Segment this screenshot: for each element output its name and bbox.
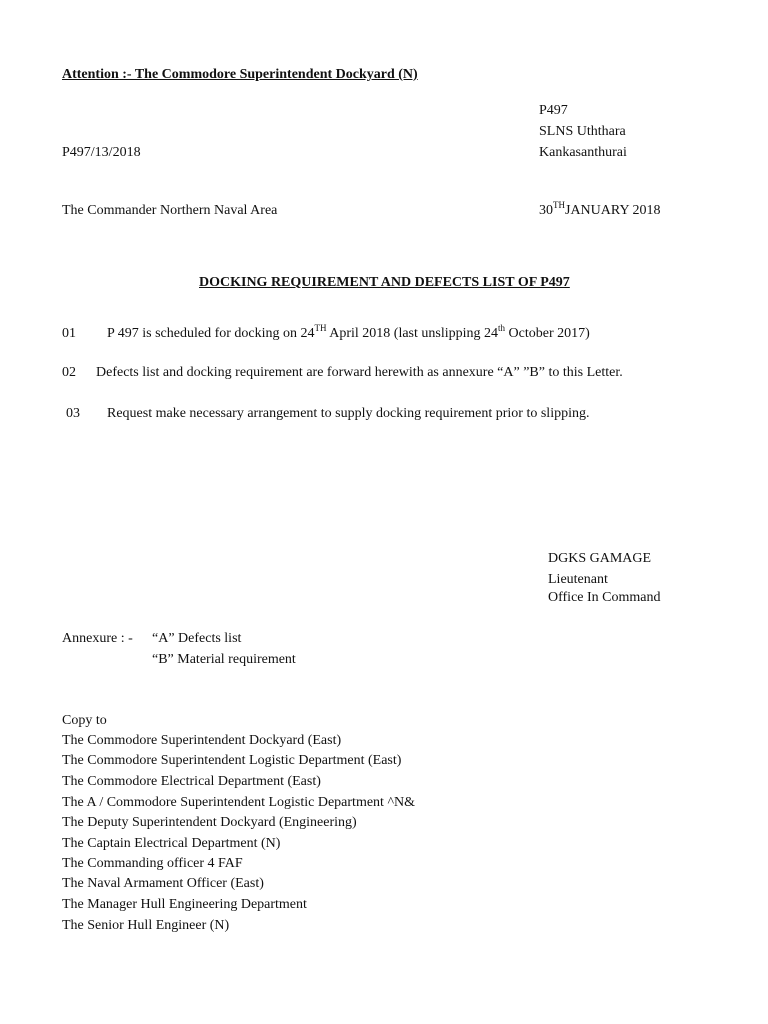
copy-to-recipient: The Commanding officer 4 FAF <box>62 856 243 871</box>
paragraph-02-text: Defects list and docking requirement are forward herewith as annexure “A” ”B” to this Letter. <box>96 365 623 380</box>
letter-date <box>539 200 661 218</box>
copy-to-recipient: The Captain Electrical Department (N) <box>62 836 281 851</box>
paragraph-01-sup-1: TH <box>314 323 327 333</box>
copy-to-recipient: The Manager Hull Engineering Department <box>62 897 307 912</box>
paragraph-03-text: Request make necessary arrangement to supply docking requirement prior to slipping. <box>107 406 590 421</box>
annexure-label: Annexure : - <box>62 631 133 646</box>
copy-to-recipient: The Deputy Superintendent Dockyard (Engineering) <box>62 815 357 830</box>
paragraph-01-part-2: April 2018 (last unslipping 24 <box>326 326 499 341</box>
copy-to-recipient: The Commodore Superintendent Logistic Department (East) <box>62 753 402 768</box>
copy-to-recipient: The Senior Hull Engineer (N) <box>62 918 230 933</box>
paragraph-01-part-3: October 2017) <box>505 326 590 341</box>
copy-to-recipient: The A / Commodore Superintendent Logistic Department ^N& <box>62 795 416 810</box>
date-day: 30 <box>539 203 553 218</box>
copy-to-recipient: The Commodore Superintendent Dockyard (East) <box>62 733 342 748</box>
date-rest: JANUARY 2018 <box>565 203 661 218</box>
date-suffix: TH <box>553 200 565 210</box>
sender-line-2: SLNS Uththara <box>539 124 626 139</box>
addressee: The Commander Northern Naval Area <box>62 203 278 218</box>
copy-to-recipient: The Naval Armament Officer (East) <box>62 876 264 891</box>
signature-title: Office In Command <box>548 590 661 605</box>
attention-line: Attention :- The Commodore Superintendent Dockyard (N) <box>62 67 418 82</box>
paragraph-02-number: 02 <box>62 365 76 380</box>
subject-heading: DOCKING REQUIREMENT AND DEFECTS LIST OF P497 <box>199 275 570 290</box>
paragraph-01-number: 01 <box>62 326 76 341</box>
annexure-item: “B” Material requirement <box>152 652 296 667</box>
signature-rank: Lieutenant <box>548 572 608 587</box>
sender-line-3: Kankasanthurai <box>539 145 627 160</box>
paragraph-01-part-1: P 497 is scheduled for docking on 24 <box>107 326 315 341</box>
copy-to-heading: Copy to <box>62 713 107 728</box>
paragraph-01-text <box>107 323 590 341</box>
signature-name: DGKS GAMAGE <box>548 551 652 566</box>
sender-line-1: P497 <box>539 103 568 118</box>
annexure-item: “A” Defects list <box>152 631 242 646</box>
paragraph-03-number: 03 <box>66 406 80 421</box>
copy-to-recipient: The Commodore Electrical Department (East) <box>62 774 321 789</box>
paragraph-01-sup-2: th <box>498 323 506 333</box>
reference-number: P497/13/2018 <box>62 145 141 160</box>
